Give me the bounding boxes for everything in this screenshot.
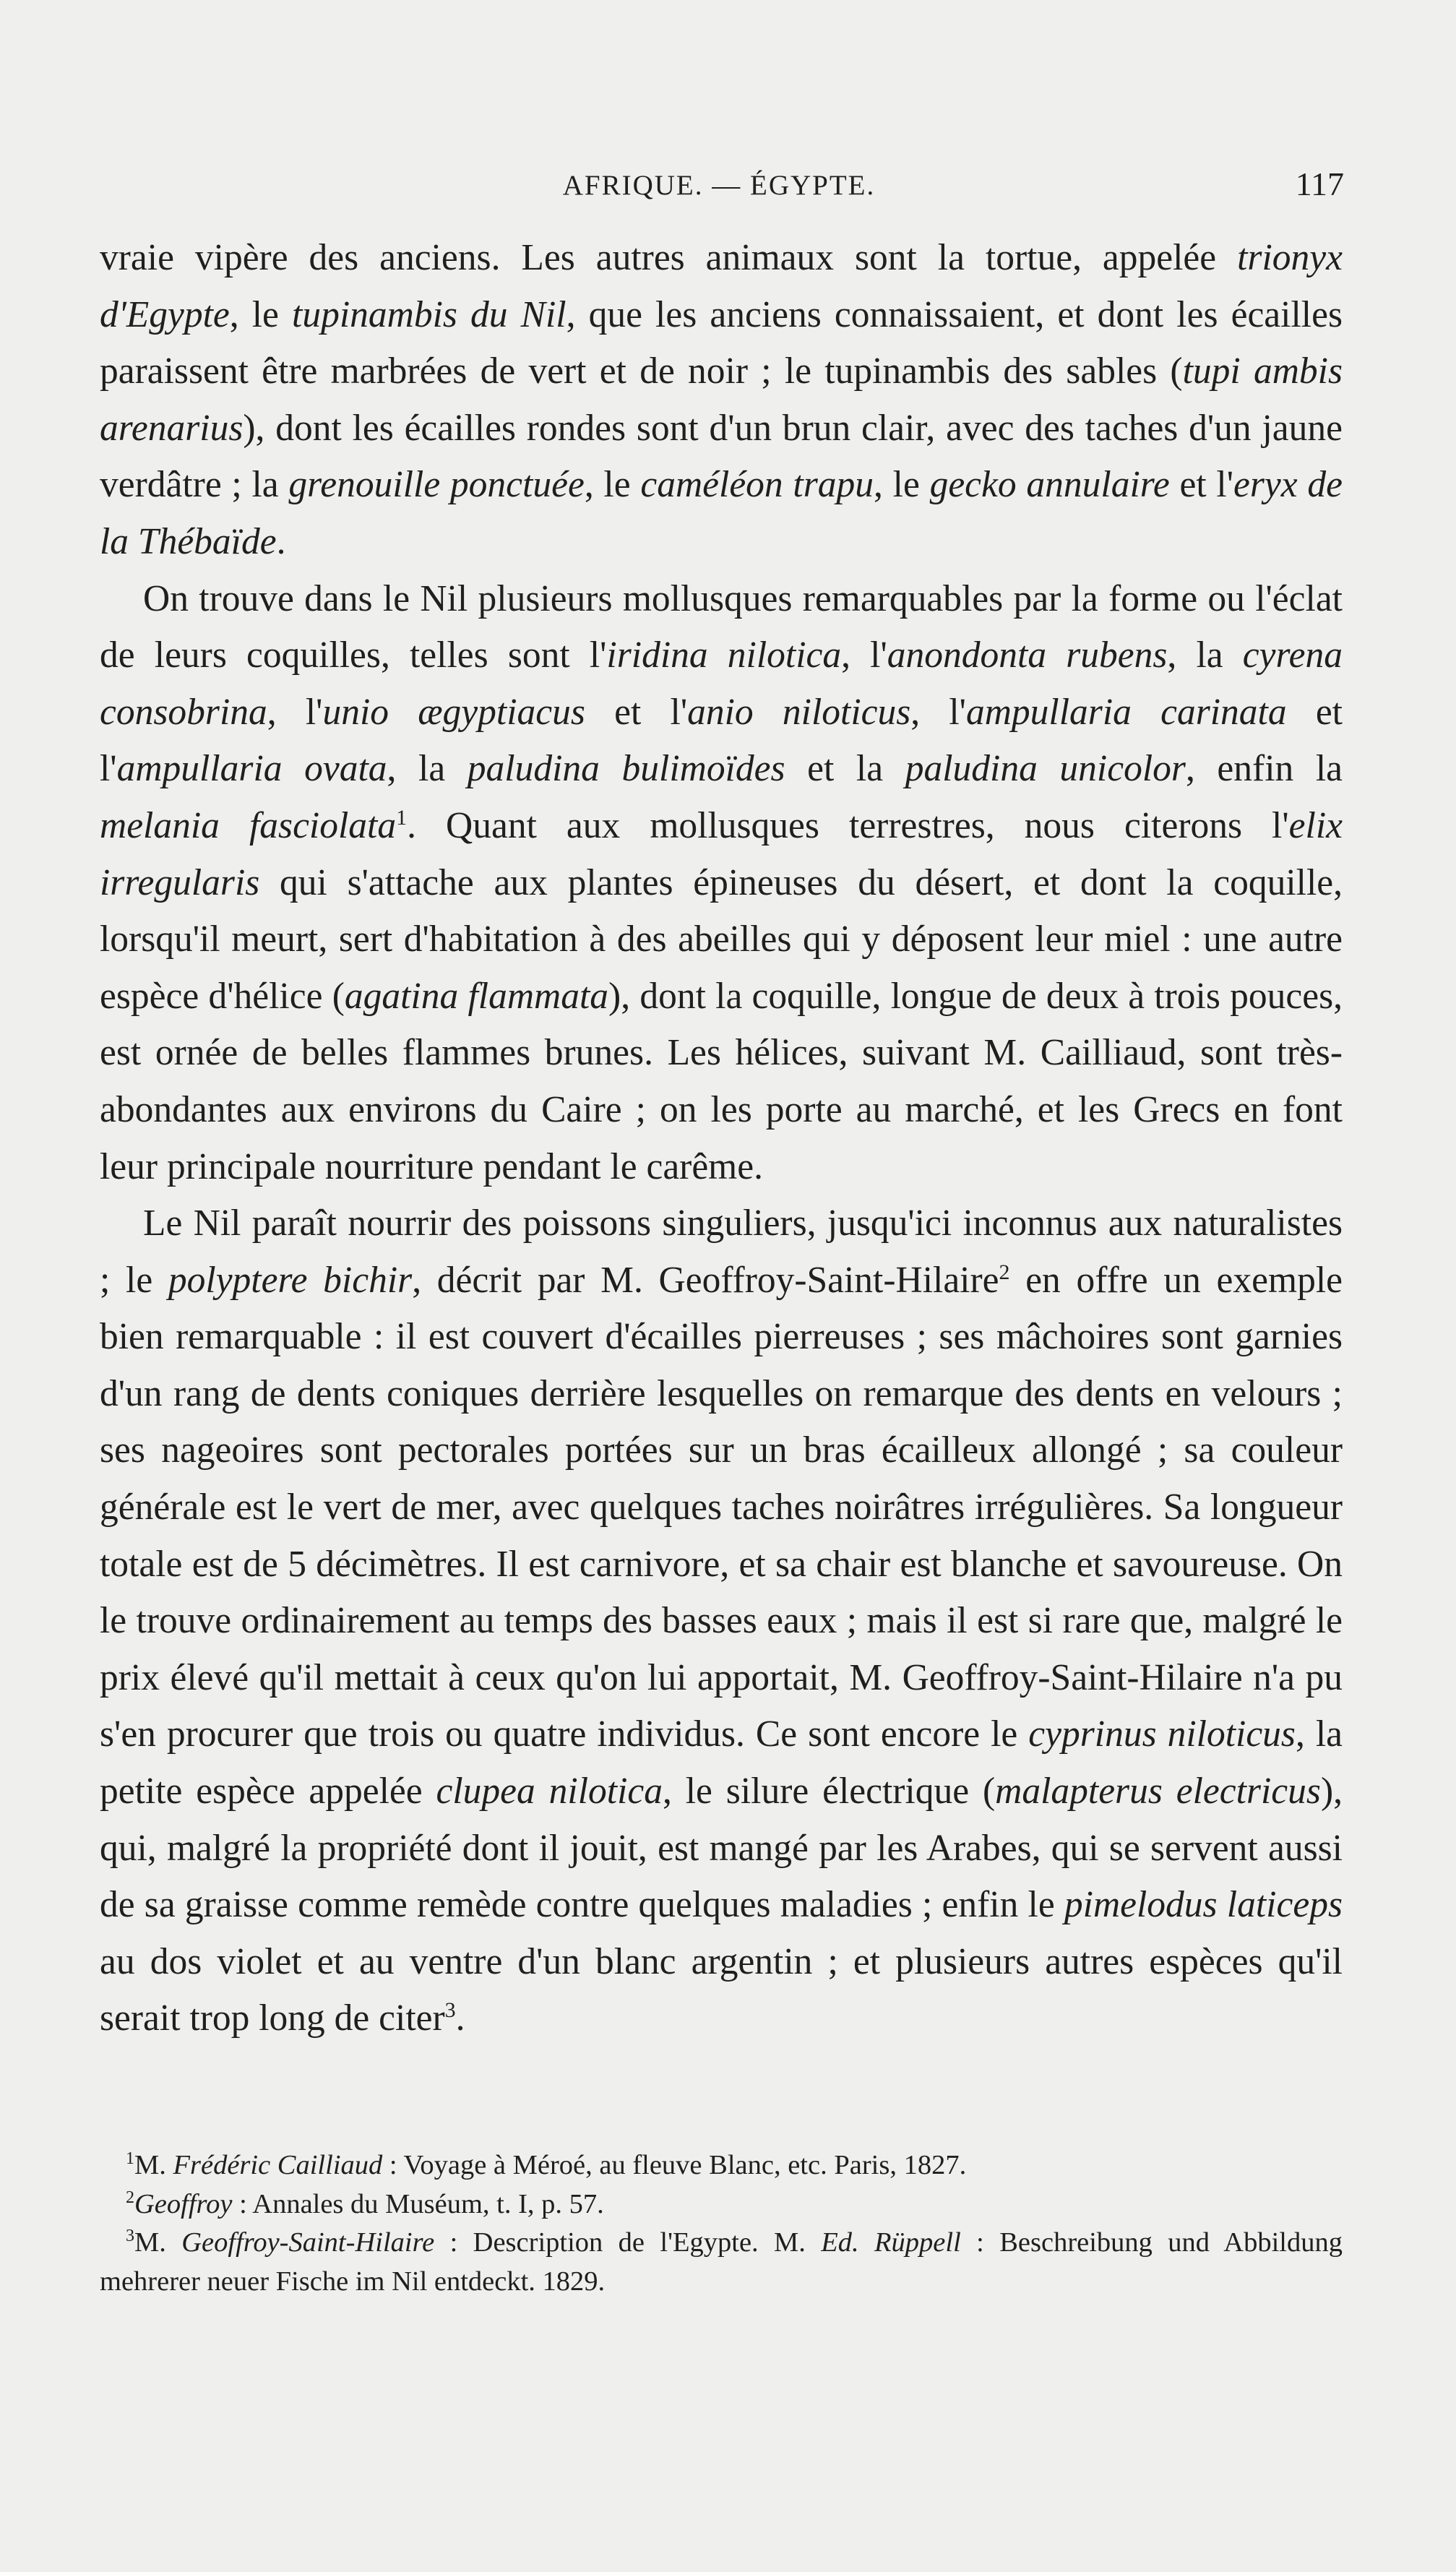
page-number: 117	[1295, 165, 1344, 202]
footnotes	[100, 2146, 1343, 2301]
body-text	[100, 230, 1343, 2047]
paragraph-reptiles: vraie vipère des anciens. Les autres animaux sont la tortue, appelée trionyx d'Egypte, le tupinambis du Nil, que les anciens connaissaient, et dont les écailles paraissent être marbrées de vert et de noir ; le tupinambis des sables (tupi ambis arenarius), dont les écailles rondes sont d'un brun clair, avec des taches d'un jaune verdâtre ; la grenouille ponctuée, le caméléon trapu, le gecko annulaire et l'eryx de la Thébaïde.	[100, 237, 1343, 562]
paragraph-mollusques: On trouve dans le Nil plusieurs mollusques remarquables par la forme ou l'éclat de leurs coquilles, telles sont l'iridina nilotica, l'anondonta rubens, la cyrena consobrina, l'unio ægyptiacus et l'anio niloticus, l'ampullaria carinata et l'ampullaria ovata, la paludina bulimoïdes et la paludina unicolor, enfin la melania fasciolata$^1$. Quant aux mollusques terrestres, nous citerons l'elix irregularis qui s'attache aux plantes épineuses du désert, et dont la coquille, lorsqu'il meurt, sert d'habitation à des abeilles qui y déposent leur miel : une autre espèce d'hélice (agatina flammata), dont la coquille, longue de deux à trois pouces, est ornée de belles flammes brunes. Les hélices, suivant M. Cailliaud, sont très-abondantes aux environs du Caire ; on les porte au marché, et les Grecs en font leur principale nourriture pendant le carême.	[100, 577, 1343, 1187]
footnote-3: $^3$M. Geoffroy-Saint-Hilaire : Description de l'Egypte. M. Ed. Rüppell : Beschreibung und Abbildung mehrerer neuer Fische im Nil entdeckt. 1829.	[100, 2227, 1343, 2297]
footnote-1: $^1$M. Frédéric Cailliaud : Voyage à Méroé, au fleuve Blanc, etc. Paris, 1827.	[126, 2149, 967, 2180]
page-header	[94, 165, 1344, 208]
footnote-2: $^2$Geoffroy : Annales du Muséum, t. I, p. 57.	[126, 2188, 604, 2219]
paragraph-poissons: Le Nil paraît nourrir des poissons singuliers, jusqu'ici inconnus aux naturalistes ; le polyptere bichir, décrit par M. Geoffroy-Saint-Hilaire$^2$ en offre un exemple bien remarquable : il est couvert d'écailles pierreuses ; ses mâchoires sont garnies d'un rang de dents coniques derrière lesquelles on remarque des dents en velours ; ses nageoires sont pectorales portées sur un bras écailleux allongé ; sa couleur générale est le vert de mer, avec quelques taches noirâtres irrégulières. Sa longueur totale est de 5 décimètres. Il est carnivore, et sa chair est blanche et savoureuse. On le trouve ordinairement au temps des basses eaux ; mais il est si rare que, malgré le prix élevé qu'il mettait à ceux qu'on lui apportait, M. Geoffroy-Saint-Hilaire n'a pu s'en procurer que trois ou quatre individus. Ce sont encore le cyprinus niloticus, la petite espèce appelée clupea nilotica, le silure électrique (malapterus electricus), qui, malgré la propriété dont il jouit, est mangé par les Arabes, qui se servent aussi de sa graisse comme remède contre quelques maladies ; enfin le pimelodus laticeps au dos violet et au ventre d'un blanc argentin ; et plusieurs autres espèces qu'il serait trop long de citer$^3$.	[100, 1203, 1343, 2039]
running-head: AFRIQUE. — ÉGYPTE.	[562, 170, 876, 201]
footnote-ref-2: 2	[999, 1260, 1010, 1284]
footnote-ref-1: 1	[396, 805, 408, 830]
footnote-ref-3: 3	[444, 1998, 456, 2023]
